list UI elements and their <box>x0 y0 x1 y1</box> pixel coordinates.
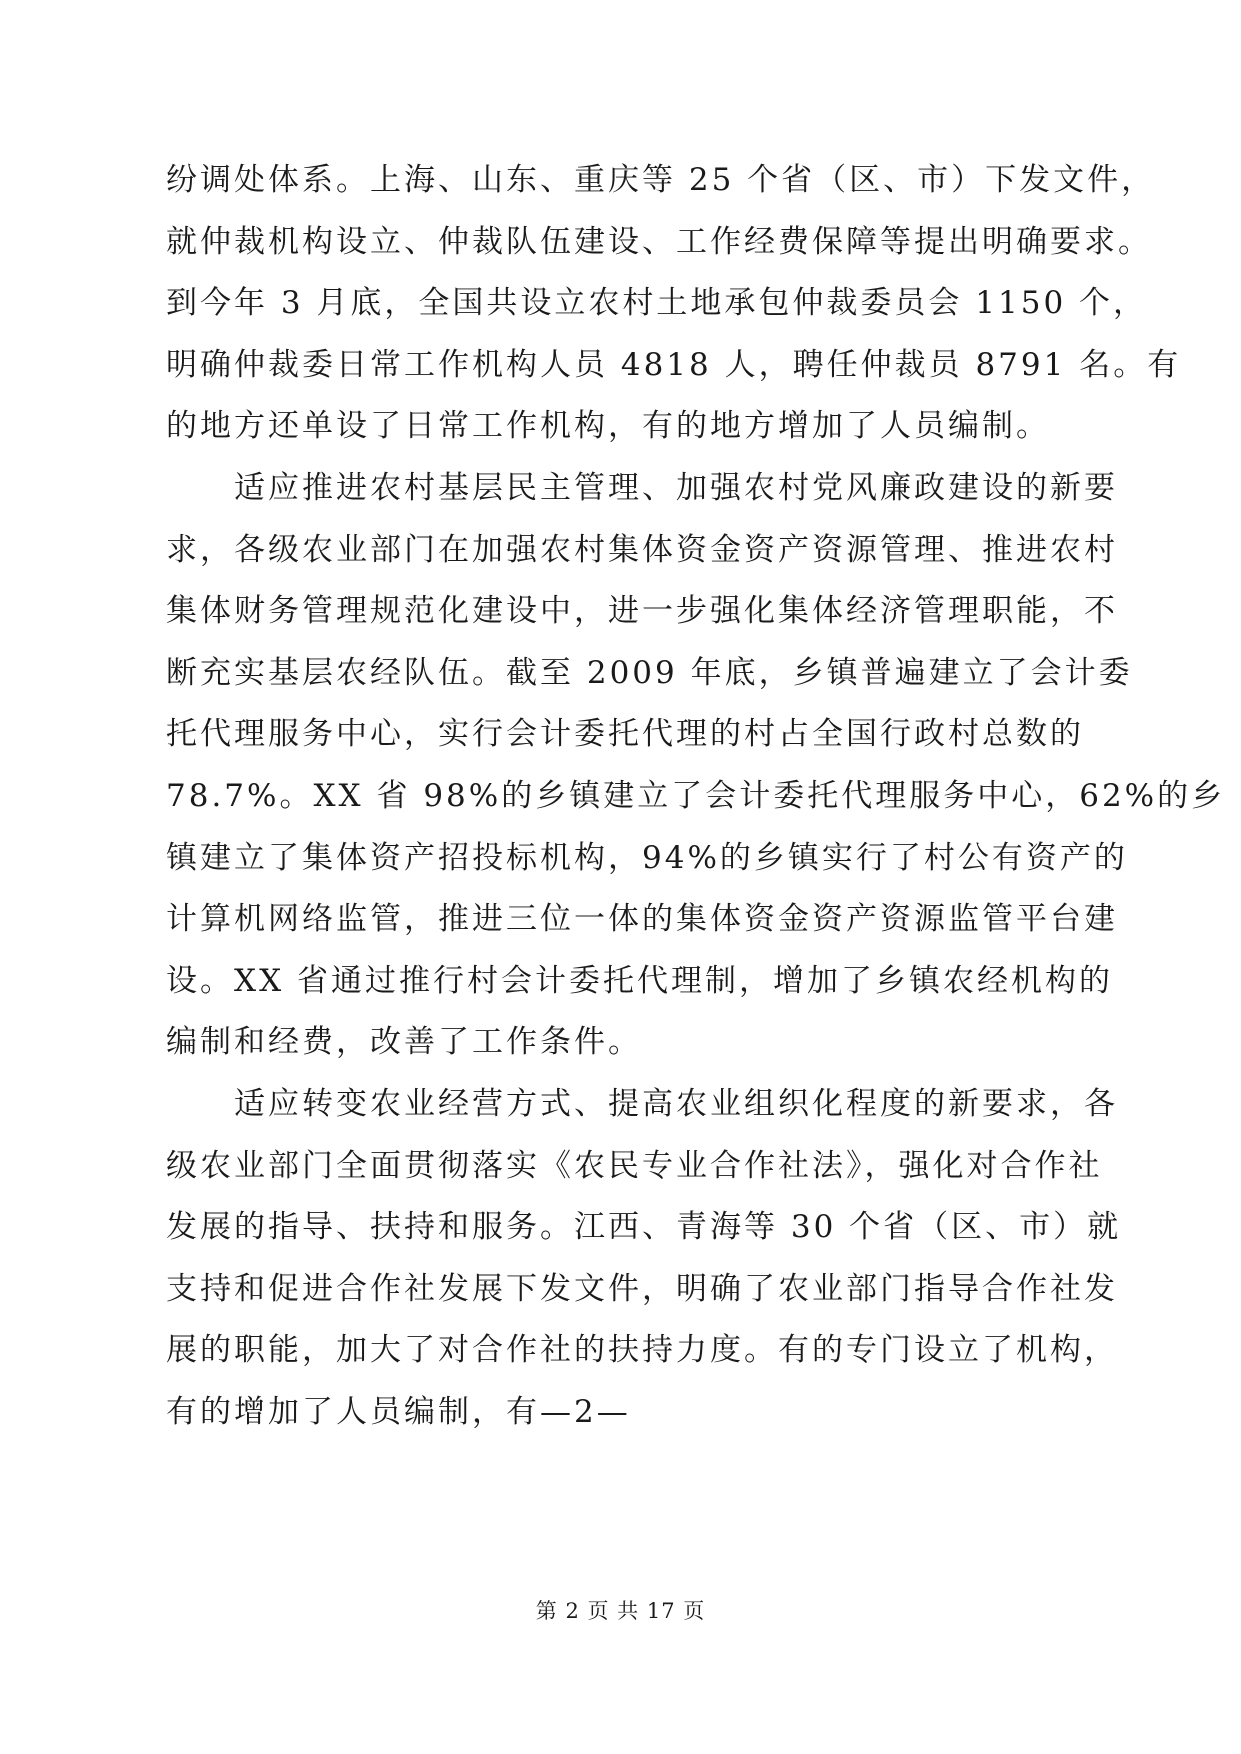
paragraph-start-line: 适应推进农村基层民主管理、加强农村党风廉政建设的新要 <box>234 469 1118 506</box>
text-line: 求，各级农业部门在加强农村集体资金资产资源管理、推进农村 <box>166 531 1118 568</box>
text-line: 集体财务管理规范化建设中，进一步强化集体经济管理职能，不 <box>166 593 1118 630</box>
text-line: 的地方还单设了日常工作机构，有的地方增加了人员编制。 <box>166 408 1050 445</box>
text-line: 镇建立了集体资产招投标机构，94%的乡镇实行了村公有资产的 <box>166 839 1128 876</box>
text-line: 断充实基层农经队伍。截至 2009 年底，乡镇普遍建立了会计委 <box>166 654 1133 691</box>
text-line: 就仲裁机构设立、仲裁队伍建设、工作经费保障等提出明确要求。 <box>166 223 1152 260</box>
text-line: 设。XX 省通过推行村会计委托代理制，增加了乡镇农经机构的 <box>166 962 1113 999</box>
document-body <box>166 150 1226 1443</box>
paragraph-start-line: 适应转变农业经营方式、提高农业组织化程度的新要求，各 <box>234 1085 1118 1122</box>
text-line: 计算机网络监管，推进三位一体的集体资金资产资源监管平台建 <box>166 901 1118 938</box>
text-line: 编制和经费，改善了工作条件。 <box>166 1024 642 1061</box>
text-line: 纷调处体系。上海、山东、重庆等 25 个省（区、市）下发文件， <box>166 162 1156 198</box>
text-line: 到今年 3 月底，全国共设立农村土地承包仲裁委员会 1150 个， <box>166 285 1148 322</box>
text-line: 级农业部门全面贯彻落实《农民专业合作社法》，强化对合作社 <box>166 1147 1103 1184</box>
text-line: 78.7%。XX 省 98%的乡镇建立了会计委托代理服务中心，62%的乡 <box>166 777 1226 814</box>
text-line: 展的职能，加大了对合作社的扶持力度。有的专门设立了机构， <box>166 1332 1118 1369</box>
text-line: 发展的指导、扶持和服务。江西、青海等 30 个省（区、市）就 <box>166 1209 1122 1246</box>
page-number-footer: 第 2 页 共 17 页 <box>535 1599 706 1623</box>
text-line: 有的增加了人员编制，有—2— <box>166 1393 631 1430</box>
text-line: 支持和促进合作社发展下发文件，明确了农业部门指导合作社发 <box>166 1270 1118 1307</box>
text-line: 托代理服务中心，实行会计委托代理的村占全国行政村总数的 <box>166 716 1084 753</box>
text-line: 明确仲裁委日常工作机构人员 4818 人，聘任仲裁员 8791 名。有 <box>166 346 1182 383</box>
